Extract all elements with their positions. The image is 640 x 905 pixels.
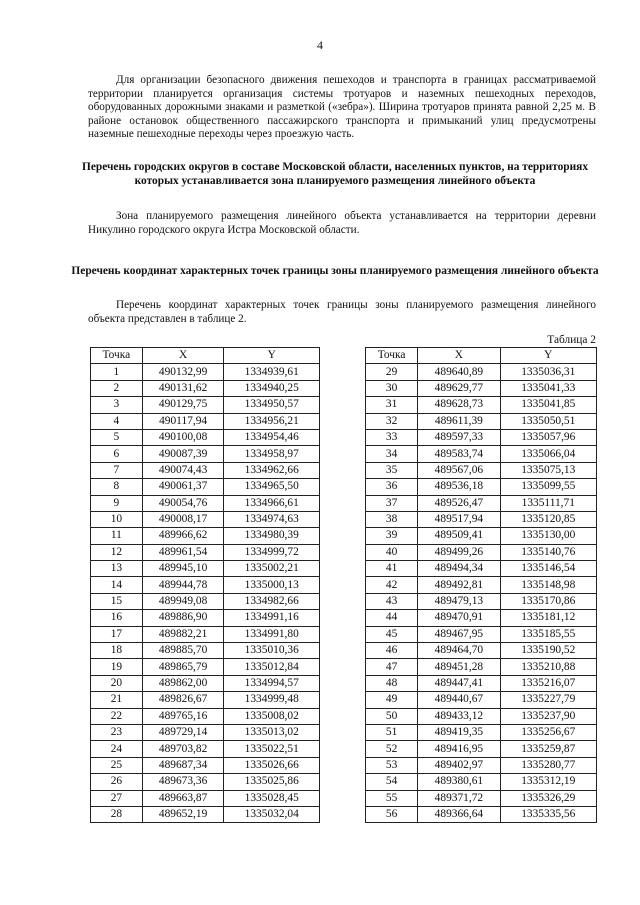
point-number-cell: 38: [366, 511, 418, 527]
point-number-cell: 39: [366, 528, 418, 544]
table-row: [366, 741, 597, 757]
point-number-cell: 4: [91, 413, 143, 429]
x-coordinate-cell: 489517,94: [418, 511, 500, 527]
y-coordinate-cell: 1334956,21: [224, 413, 320, 429]
x-coordinate-cell: 489419,35: [418, 724, 500, 740]
table-row: [366, 692, 597, 708]
table-row: [366, 675, 597, 691]
y-coordinate-cell: 1334940,25: [224, 380, 320, 396]
x-coordinate-cell: 489494,34: [418, 561, 500, 577]
x-coordinate-cell: 489479,13: [418, 593, 500, 609]
y-coordinate-cell: 1335181,12: [500, 610, 596, 626]
y-coordinate-cell: 1335256,67: [500, 724, 596, 740]
table-row: [366, 380, 597, 396]
x-coordinate-cell: 489640,89: [418, 364, 500, 380]
y-coordinate-cell: 1335280,77: [500, 757, 596, 773]
x-coordinate-cell: 489765,16: [142, 708, 224, 724]
x-coordinate-cell: 490074,43: [142, 462, 224, 478]
table-row: [366, 544, 597, 560]
x-coordinate-cell: 489826,67: [142, 692, 224, 708]
table-row: [91, 741, 320, 757]
y-coordinate-cell: 1335120,85: [500, 511, 596, 527]
table-caption: Таблица 2: [547, 334, 596, 346]
point-number-cell: 28: [91, 806, 143, 822]
paragraph-zone-location: Зона планируемого размещения линейного объекта устанавливается на территории деревни Никулино городского округа Истра Московской области.: [88, 210, 596, 236]
x-coordinate-cell: 489944,78: [142, 577, 224, 593]
x-coordinate-cell: 489402,97: [418, 757, 500, 773]
x-coordinate-cell: 489467,95: [418, 626, 500, 642]
x-coordinate-cell: 489464,70: [418, 643, 500, 659]
table-header-row: [91, 348, 320, 364]
x-coordinate-cell: 490054,76: [142, 495, 224, 511]
x-coordinate-cell: 489703,82: [142, 741, 224, 757]
point-number-cell: 32: [366, 413, 418, 429]
point-number-cell: 11: [91, 528, 143, 544]
point-number-cell: 20: [91, 675, 143, 691]
table-row: [366, 413, 597, 429]
point-number-cell: 56: [366, 806, 418, 822]
table-row: [91, 708, 320, 724]
point-number-cell: 18: [91, 643, 143, 659]
heading-coordinates: Перечень координат характерных точек границы зоны планируемого размещения линейного объекта: [71, 265, 599, 277]
y-coordinate-cell: 1335227,79: [500, 692, 596, 708]
y-coordinate-cell: 1335146,54: [500, 561, 596, 577]
point-number-cell: 6: [91, 446, 143, 462]
x-coordinate-cell: 489945,10: [142, 561, 224, 577]
table-row: [366, 561, 597, 577]
table-row: [91, 528, 320, 544]
table-row: [366, 757, 597, 773]
y-coordinate-cell: 1335010,36: [224, 643, 320, 659]
table-row: [91, 774, 320, 790]
x-coordinate-cell: 489966,62: [142, 528, 224, 544]
x-coordinate-cell: 489447,41: [418, 675, 500, 691]
y-coordinate-cell: 1335000,13: [224, 577, 320, 593]
point-number-cell: 30: [366, 380, 418, 396]
y-coordinate-cell: 1335057,96: [500, 429, 596, 445]
table-row: [91, 446, 320, 462]
point-number-cell: 21: [91, 692, 143, 708]
table-row: [366, 593, 597, 609]
table-row: [366, 790, 597, 806]
column-header-x: X: [142, 348, 224, 364]
y-coordinate-cell: 1335259,87: [500, 741, 596, 757]
x-coordinate-cell: 489509,41: [418, 528, 500, 544]
table-row: [366, 495, 597, 511]
table-row: [366, 446, 597, 462]
table-row: [366, 364, 597, 380]
y-coordinate-cell: 1335041,85: [500, 397, 596, 413]
point-number-cell: 33: [366, 429, 418, 445]
point-number-cell: 16: [91, 610, 143, 626]
y-coordinate-cell: 1334991,80: [224, 626, 320, 642]
x-coordinate-cell: 489536,18: [418, 479, 500, 495]
table-row: [91, 479, 320, 495]
x-coordinate-cell: 489663,87: [142, 790, 224, 806]
x-coordinate-cell: 489961,54: [142, 544, 224, 560]
point-number-cell: 44: [366, 610, 418, 626]
table-row: [366, 774, 597, 790]
point-number-cell: 19: [91, 659, 143, 675]
y-coordinate-cell: 1334954,46: [224, 429, 320, 445]
point-number-cell: 23: [91, 724, 143, 740]
point-number-cell: 55: [366, 790, 418, 806]
point-number-cell: 10: [91, 511, 143, 527]
point-number-cell: 48: [366, 675, 418, 691]
x-coordinate-cell: 489882,21: [142, 626, 224, 642]
table-row: [366, 610, 597, 626]
y-coordinate-cell: 1335041,33: [500, 380, 596, 396]
table-row: [366, 462, 597, 478]
table-row: [91, 790, 320, 806]
y-coordinate-cell: 1335140,76: [500, 544, 596, 560]
paragraph-pedestrian-safety: Для организации безопасного движения пешеходов и транспорта в границах рассматриваемой территории планируется организация системы тротуаров и наземных пешеходных переходов, оборудованных дорожными знаками и разметкой («зебра»). Ширина тротуаров принята равной 2,25 м. В районе остановок общественного пассажирского транспорта и примыканий улиц предусмотрены наземные пешеходные переходы через проезжую часть.: [88, 74, 596, 141]
point-number-cell: 37: [366, 495, 418, 511]
y-coordinate-cell: 1334962,66: [224, 462, 320, 478]
point-number-cell: 43: [366, 593, 418, 609]
y-coordinate-cell: 1334999,48: [224, 692, 320, 708]
table-row: [91, 643, 320, 659]
x-coordinate-cell: 489583,74: [418, 446, 500, 462]
table-row: [366, 528, 597, 544]
page-number: 4: [317, 38, 323, 52]
point-number-cell: 25: [91, 757, 143, 773]
x-coordinate-cell: 489949,08: [142, 593, 224, 609]
y-coordinate-cell: 1335312,19: [500, 774, 596, 790]
column-header-y: Y: [500, 348, 596, 364]
y-coordinate-cell: 1335032,04: [224, 806, 320, 822]
x-coordinate-cell: 490129,75: [142, 397, 224, 413]
point-number-cell: 54: [366, 774, 418, 790]
table-row: [366, 724, 597, 740]
table-row: [91, 724, 320, 740]
table-row: [366, 659, 597, 675]
x-coordinate-cell: 490061,37: [142, 479, 224, 495]
table-row: [366, 479, 597, 495]
y-coordinate-cell: 1335210,88: [500, 659, 596, 675]
column-header-point: Точка: [366, 348, 418, 364]
table-row: [91, 757, 320, 773]
table-row: [91, 495, 320, 511]
point-number-cell: 14: [91, 577, 143, 593]
point-number-cell: 17: [91, 626, 143, 642]
point-number-cell: 13: [91, 561, 143, 577]
x-coordinate-cell: 490087,39: [142, 446, 224, 462]
point-number-cell: 1: [91, 364, 143, 380]
point-number-cell: 41: [366, 561, 418, 577]
x-coordinate-cell: 489470,91: [418, 610, 500, 626]
x-coordinate-cell: 489687,34: [142, 757, 224, 773]
table-row: [91, 659, 320, 675]
y-coordinate-cell: 1335036,31: [500, 364, 596, 380]
x-coordinate-cell: 489492,81: [418, 577, 500, 593]
y-coordinate-cell: 1334950,57: [224, 397, 320, 413]
point-number-cell: 9: [91, 495, 143, 511]
point-number-cell: 35: [366, 462, 418, 478]
point-number-cell: 2: [91, 380, 143, 396]
x-coordinate-cell: 489611,39: [418, 413, 500, 429]
y-coordinate-cell: 1334965,50: [224, 479, 320, 495]
x-coordinate-cell: 489366,64: [418, 806, 500, 822]
y-coordinate-cell: 1335022,51: [224, 741, 320, 757]
x-coordinate-cell: 489597,33: [418, 429, 500, 445]
x-coordinate-cell: 489440,67: [418, 692, 500, 708]
y-coordinate-cell: 1335099,55: [500, 479, 596, 495]
y-coordinate-cell: 1334939,61: [224, 364, 320, 380]
point-number-cell: 24: [91, 741, 143, 757]
table-header-row: [366, 348, 597, 364]
y-coordinate-cell: 1335028,45: [224, 790, 320, 806]
x-coordinate-cell: 489865,79: [142, 659, 224, 675]
point-number-cell: 8: [91, 479, 143, 495]
point-number-cell: 49: [366, 692, 418, 708]
point-number-cell: 26: [91, 774, 143, 790]
table-row: [91, 544, 320, 560]
y-coordinate-cell: 1334958,97: [224, 446, 320, 462]
y-coordinate-cell: 1334994,57: [224, 675, 320, 691]
y-coordinate-cell: 1335075,13: [500, 462, 596, 478]
point-number-cell: 15: [91, 593, 143, 609]
x-coordinate-cell: 490008,17: [142, 511, 224, 527]
y-coordinate-cell: 1334974,63: [224, 511, 320, 527]
y-coordinate-cell: 1335013,02: [224, 724, 320, 740]
table-row: [91, 626, 320, 642]
point-number-cell: 45: [366, 626, 418, 642]
y-coordinate-cell: 1335190,52: [500, 643, 596, 659]
x-coordinate-cell: 489729,14: [142, 724, 224, 740]
table-row: [91, 364, 320, 380]
x-coordinate-cell: 489526,47: [418, 495, 500, 511]
y-coordinate-cell: 1335025,86: [224, 774, 320, 790]
point-number-cell: 27: [91, 790, 143, 806]
y-coordinate-cell: 1334980,39: [224, 528, 320, 544]
point-number-cell: 51: [366, 724, 418, 740]
x-coordinate-cell: 489416,95: [418, 741, 500, 757]
y-coordinate-cell: 1335335,56: [500, 806, 596, 822]
x-coordinate-cell: 489629,77: [418, 380, 500, 396]
y-coordinate-cell: 1335170,86: [500, 593, 596, 609]
table-row: [91, 675, 320, 691]
table-row: [91, 593, 320, 609]
y-coordinate-cell: 1335012,84: [224, 659, 320, 675]
point-number-cell: 53: [366, 757, 418, 773]
point-number-cell: 7: [91, 462, 143, 478]
point-number-cell: 47: [366, 659, 418, 675]
coordinates-table-left: [90, 347, 320, 823]
y-coordinate-cell: 1335026,66: [224, 757, 320, 773]
y-coordinate-cell: 1335185,55: [500, 626, 596, 642]
table-row: [91, 610, 320, 626]
point-number-cell: 31: [366, 397, 418, 413]
column-header-point: Точка: [91, 348, 143, 364]
x-coordinate-cell: 489433,12: [418, 708, 500, 724]
x-coordinate-cell: 489628,73: [418, 397, 500, 413]
point-number-cell: 36: [366, 479, 418, 495]
paragraph-table-reference: Перечень координат характерных точек границы зоны планируемого размещения линейного объекта представлен в таблице 2.: [88, 299, 596, 325]
point-number-cell: 34: [366, 446, 418, 462]
y-coordinate-cell: 1334966,61: [224, 495, 320, 511]
x-coordinate-cell: 490100,08: [142, 429, 224, 445]
point-number-cell: 29: [366, 364, 418, 380]
point-number-cell: 50: [366, 708, 418, 724]
point-number-cell: 52: [366, 741, 418, 757]
y-coordinate-cell: 1335237,90: [500, 708, 596, 724]
x-coordinate-cell: 489862,00: [142, 675, 224, 691]
y-coordinate-cell: 1335111,71: [500, 495, 596, 511]
x-coordinate-cell: 490132,99: [142, 364, 224, 380]
table-row: [91, 806, 320, 822]
column-header-x: X: [418, 348, 500, 364]
y-coordinate-cell: 1335002,21: [224, 561, 320, 577]
table-row: [366, 429, 597, 445]
y-coordinate-cell: 1335066,04: [500, 446, 596, 462]
table-row: [91, 692, 320, 708]
table-row: [366, 626, 597, 642]
point-number-cell: 3: [91, 397, 143, 413]
coordinates-table-right: [365, 347, 597, 823]
x-coordinate-cell: 489380,61: [418, 774, 500, 790]
point-number-cell: 42: [366, 577, 418, 593]
x-coordinate-cell: 489652,19: [142, 806, 224, 822]
table-row: [91, 511, 320, 527]
point-number-cell: 46: [366, 643, 418, 659]
x-coordinate-cell: 490117,94: [142, 413, 224, 429]
x-coordinate-cell: 489567,06: [418, 462, 500, 478]
table-row: [366, 806, 597, 822]
y-coordinate-cell: 1335050,51: [500, 413, 596, 429]
y-coordinate-cell: 1335008,02: [224, 708, 320, 724]
table-row: [366, 397, 597, 413]
point-number-cell: 5: [91, 429, 143, 445]
table-row: [91, 561, 320, 577]
y-coordinate-cell: 1334999,72: [224, 544, 320, 560]
table-row: [366, 577, 597, 593]
table-row: [91, 380, 320, 396]
point-number-cell: 40: [366, 544, 418, 560]
y-coordinate-cell: 1335130,00: [500, 528, 596, 544]
table-row: [91, 577, 320, 593]
heading-municipalities: Перечень городских округов в составе Московской области, населенных пунктов, на территориях которых устанавливается зона планируемого размещения линейного объекта: [81, 161, 589, 187]
y-coordinate-cell: 1335148,98: [500, 577, 596, 593]
table-row: [91, 462, 320, 478]
x-coordinate-cell: 489451,28: [418, 659, 500, 675]
column-header-y: Y: [224, 348, 320, 364]
table-row: [366, 511, 597, 527]
y-coordinate-cell: 1335216,07: [500, 675, 596, 691]
x-coordinate-cell: 489673,36: [142, 774, 224, 790]
x-coordinate-cell: 489886,90: [142, 610, 224, 626]
x-coordinate-cell: 489499,26: [418, 544, 500, 560]
x-coordinate-cell: 489885,70: [142, 643, 224, 659]
x-coordinate-cell: 489371,72: [418, 790, 500, 806]
y-coordinate-cell: 1334991,16: [224, 610, 320, 626]
table-row: [91, 413, 320, 429]
y-coordinate-cell: 1334982,66: [224, 593, 320, 609]
y-coordinate-cell: 1335326,29: [500, 790, 596, 806]
table-row: [366, 708, 597, 724]
table-row: [91, 397, 320, 413]
point-number-cell: 12: [91, 544, 143, 560]
table-row: [91, 429, 320, 445]
x-coordinate-cell: 490131,62: [142, 380, 224, 396]
table-row: [366, 643, 597, 659]
point-number-cell: 22: [91, 708, 143, 724]
